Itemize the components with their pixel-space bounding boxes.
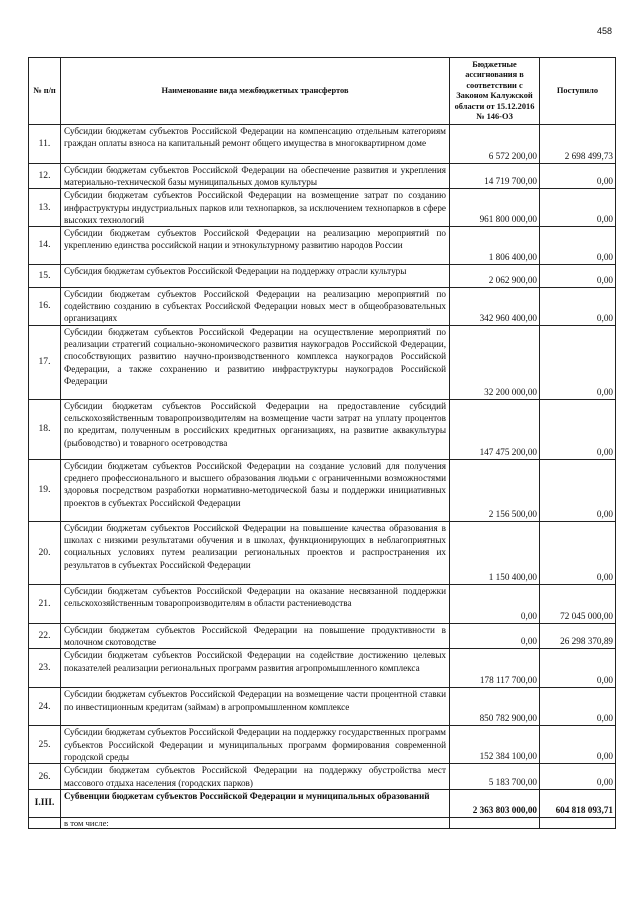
row-number: 11. — [29, 125, 61, 164]
total-received: 604 818 093,71 — [540, 789, 616, 817]
row-number: 24. — [29, 688, 61, 726]
col-header-budget: Бюджетные ассигнования в соответствии с Законом Калужской области от 15.12.2016 № 146-ОЗ — [450, 58, 540, 125]
budget-amount: 1 150 400,00 — [450, 522, 540, 585]
received-amount: 0,00 — [540, 400, 616, 460]
transfer-name: Субсидии бюджетам субъектов Российской Федерации на возмещение затрат по созданию инфраструктуры индустриальных парков или технопарков, за исключением технопарков в сфере высоких технологий — [61, 189, 450, 227]
row-number: 19. — [29, 460, 61, 522]
empty-cell — [450, 817, 540, 828]
col-header-name: Наименование вида межбюджетных трансфертов — [61, 58, 450, 125]
budget-amount: 0,00 — [450, 624, 540, 649]
including-label: в том числе: — [61, 817, 450, 828]
budget-amount: 0,00 — [450, 585, 540, 624]
transfer-name: Субсидии бюджетам субъектов Российской Федерации на поддержку обустройства мест массового отдыха населения (городских парков) — [61, 764, 450, 789]
table-row — [29, 688, 616, 726]
budget-amount: 2 062 900,00 — [450, 265, 540, 288]
row-number: 18. — [29, 400, 61, 460]
table-row — [29, 125, 616, 164]
received-amount: 0,00 — [540, 764, 616, 789]
received-amount: 2 698 499,73 — [540, 125, 616, 164]
row-number: 23. — [29, 649, 61, 688]
transfer-name: Субсидии бюджетам субъектов Российской Федерации на повышение продуктивности в молочном скотоводстве — [61, 624, 450, 649]
transfer-name: Субсидии бюджетам субъектов Российской Федерации на предоставление субсидий сельскохозяйственным товаропроизводителям на возмещение части затрат на уплату процентов по кредитам, полученным в российских кредитных организациях, на развитие аквакультуры (рыбоводство) и товарного осетроводства — [61, 400, 450, 460]
budget-amount: 14 719 700,00 — [450, 164, 540, 189]
row-number: 13. — [29, 189, 61, 227]
budget-amount: 1 806 400,00 — [450, 227, 540, 265]
table-row — [29, 522, 616, 585]
row-number: 25. — [29, 726, 61, 764]
received-amount: 0,00 — [540, 164, 616, 189]
budget-amount: 850 782 900,00 — [450, 688, 540, 726]
table-row — [29, 189, 616, 227]
received-amount: 0,00 — [540, 227, 616, 265]
received-amount: 26 298 370,89 — [540, 624, 616, 649]
transfer-name: Субсидия бюджетам субъектов Российской Федерации на поддержку отрасли культуры — [61, 265, 450, 288]
transfers-table — [28, 57, 616, 829]
transfer-name: Субсидии бюджетам субъектов Российской Федерации на поддержку государственных программ субъектов Российской Федерации и муниципальных программ формирования современной городской среды — [61, 726, 450, 764]
page-number: 458 — [596, 26, 612, 36]
budget-amount: 342 960 400,00 — [450, 288, 540, 326]
col-header-num: № п/п — [29, 58, 61, 125]
row-number: 17. — [29, 326, 61, 400]
table-row — [29, 400, 616, 460]
table-row — [29, 649, 616, 688]
received-amount: 0,00 — [540, 189, 616, 227]
table-row — [29, 585, 616, 624]
transfer-name: Субсидии бюджетам субъектов Российской Федерации на осуществление мероприятий по реализации стратегий социально-экономического развития наукоградов Российской Федерации, способствующих развитию научно-производственного комплекса наукоградов Российской Федерации, а также сохранению и развитию инфраструктуры наукоградов Российской Федерации — [61, 326, 450, 400]
received-amount: 72 045 000,00 — [540, 585, 616, 624]
received-amount: 0,00 — [540, 265, 616, 288]
row-number: 15. — [29, 265, 61, 288]
total-name: Субвенции бюджетам субъектов Российской Федерации и муниципальных образований — [61, 789, 450, 817]
transfer-name: Субсидии бюджетам субъектов Российской Федерации на создание условий для получения среднего профессионального и высшего образования людьми с ограниченными возможностями здоровья посредством разработки нормативно-методической базы и поддержки инициативных проектов в субъектах Российской Федерации — [61, 460, 450, 522]
transfer-name: Субсидии бюджетам субъектов Российской Федерации на реализацию мероприятий по содействию созданию в субъектах Российской Федерации новых мест в общеобразовательных организациях — [61, 288, 450, 326]
row-number: 12. — [29, 164, 61, 189]
transfer-name: Субсидии бюджетам субъектов Российской Федерации на повышение качества образования в школах с низкими результатами обучения и в школах, функционирующих в неблагоприятных социальных условиях путем реализации региональных проектов и распространения их результатов в субъектах Российской Федерации — [61, 522, 450, 585]
transfer-name: Субсидии бюджетам субъектов Российской Федерации на содействие достижению целевых показателей реализации региональных программ развития агропромышленного комплекса — [61, 649, 450, 688]
table-row — [29, 460, 616, 522]
table-row — [29, 227, 616, 265]
budget-amount: 5 183 700,00 — [450, 764, 540, 789]
col-header-received: Поступило — [540, 58, 616, 125]
total-row — [29, 789, 616, 817]
table-row — [29, 624, 616, 649]
row-number: 14. — [29, 227, 61, 265]
table-row — [29, 764, 616, 789]
received-amount: 0,00 — [540, 649, 616, 688]
budget-amount: 178 117 700,00 — [450, 649, 540, 688]
received-amount: 0,00 — [540, 288, 616, 326]
table-row — [29, 326, 616, 400]
received-amount: 0,00 — [540, 726, 616, 764]
received-amount: 0,00 — [540, 326, 616, 400]
budget-amount: 147 475 200,00 — [450, 400, 540, 460]
row-number: 22. — [29, 624, 61, 649]
budget-amount: 2 156 500,00 — [450, 460, 540, 522]
empty-cell — [29, 817, 61, 828]
table-row — [29, 164, 616, 189]
transfer-name: Субсидии бюджетам субъектов Российской Федерации на реализацию мероприятий по укреплению единства российской нации и этнокультурному развитию народов России — [61, 227, 450, 265]
budget-amount: 152 384 100,00 — [450, 726, 540, 764]
transfer-name: Субсидии бюджетам субъектов Российской Федерации на возмещение части процентной ставки по инвестиционным кредитам (займам) в агропромышленном комплексе — [61, 688, 450, 726]
row-number: 26. — [29, 764, 61, 789]
transfer-name: Субсидии бюджетам субъектов Российской Федерации на обеспечение развития и укрепления материально-технической базы муниципальных домов культуры — [61, 164, 450, 189]
total-number: I.III. — [29, 789, 61, 817]
budget-amount: 6 572 200,00 — [450, 125, 540, 164]
received-amount: 0,00 — [540, 522, 616, 585]
transfer-name: Субсидии бюджетам субъектов Российской Федерации на компенсацию отдельным категориям граждан оплаты взноса на капитальный ремонт общего имущества в многоквартирном доме — [61, 125, 450, 164]
subheader-row — [29, 817, 616, 828]
row-number: 21. — [29, 585, 61, 624]
row-number: 16. — [29, 288, 61, 326]
table-row — [29, 726, 616, 764]
table-row — [29, 265, 616, 288]
empty-cell — [540, 817, 616, 828]
budget-amount: 961 800 000,00 — [450, 189, 540, 227]
row-number: 20. — [29, 522, 61, 585]
received-amount: 0,00 — [540, 688, 616, 726]
table-row — [29, 288, 616, 326]
total-budget: 2 363 803 000,00 — [450, 789, 540, 817]
received-amount: 0,00 — [540, 460, 616, 522]
transfer-name: Субсидии бюджетам субъектов Российской Федерации на оказание несвязанной поддержки сельскохозяйственным товаропроизводителям в области растениеводства — [61, 585, 450, 624]
budget-amount: 32 200 000,00 — [450, 326, 540, 400]
